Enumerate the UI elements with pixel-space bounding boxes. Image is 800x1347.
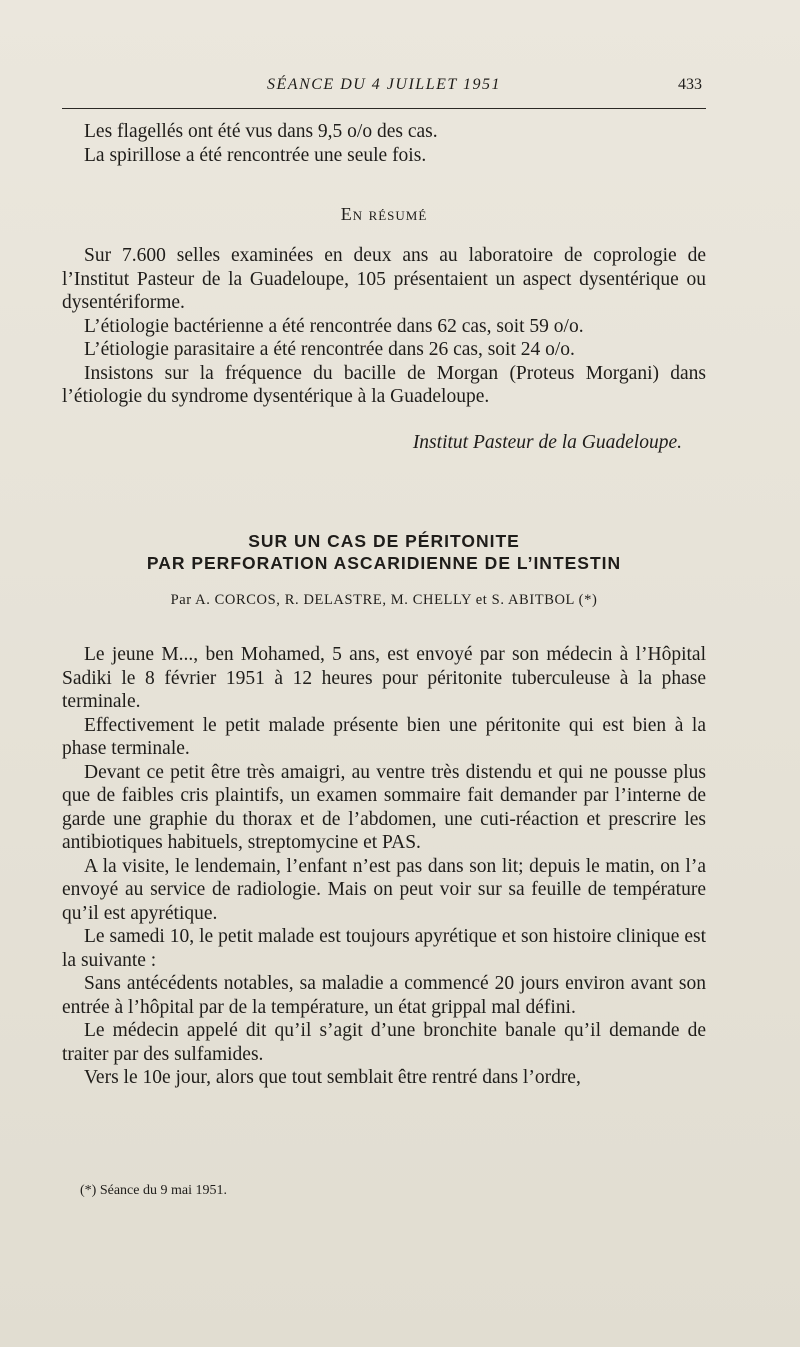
paragraph: Sur 7.600 selles examinées en deux ans au laboratoire de coprologie de l’Institut Pasteur de la Guadeloupe, 105 présentaient un aspect dysentérique ou dysentériforme. — [62, 245, 706, 313]
paragraph: Le jeune M..., ben Mohamed, 5 ans, est envoyé par son médecin à l’Hôpital Sadiki le 8 février 1951 à 12 heures pour péritonite tuberculeuse à la phase terminale. — [62, 644, 706, 712]
paragraph: Le médecin appelé dit qu’il s’agit d’une bronchite banale qu’il demande de traiter par des sulfamides. — [62, 1020, 706, 1065]
paragraph: Le samedi 10, le petit malade est toujours apyrétique et son histoire clinique est la suivante : — [62, 926, 706, 971]
institute-signature: Institut Pasteur de la Guadeloupe. — [412, 432, 682, 453]
page-number: 433 — [678, 76, 702, 93]
page-header — [62, 76, 706, 102]
summary-body — [62, 244, 706, 409]
article-title-line-1: SUR UN CAS DE PÉRITONITE — [248, 531, 520, 551]
paragraph: Effectivement le petit malade présente bien une péritonite qui est bien à la phase terminale. — [62, 714, 706, 759]
paragraph: Vers le 10e jour, alors que tout semblait être rentré dans l’ordre, — [84, 1067, 581, 1088]
paragraph: Devant ce petit être très amaigri, au ventre très distendu et qui ne pousse plus que de faibles cris plaintifs, un examen sommaire fait demander par l’interne de garde une graphie du thorax et de l’abdomen, une cuti-réaction et prescrire les antibiotiques habituels, streptomycine et PAS. — [62, 761, 706, 853]
previous-article-ending — [62, 120, 706, 167]
paragraph: A la visite, le lendemain, l’enfant n’est pas dans son lit; depuis le matin, on l’a envoyé au service de radiologie. Mais on peut voir sur sa feuille de température qu’il est apyrétique. — [62, 855, 706, 924]
paragraph: L’étiologie bactérienne a été rencontrée dans 62 cas, soit 59 o/o. — [84, 315, 584, 337]
summary-heading: En résumé — [340, 204, 428, 224]
footnote: (*) Séance du 9 mai 1951. — [80, 1183, 227, 1198]
paragraph: Les flagellés ont été vus dans 9,5 o/o des cas. — [84, 121, 438, 142]
paragraph: Insistons sur la fréquence du bacille de Morgan (Proteus Morgani) dans l’étiologie du syndrome dysentérique à la Guadeloupe. — [62, 362, 706, 407]
paragraph: Sans antécédents notables, sa maladie a commencé 20 jours environ avant son entrée à l’hôpital par de la température, un état grippal mal défini. — [62, 973, 706, 1018]
header-rule — [62, 108, 706, 109]
paragraph: La spirillose a été rencontrée une seule fois. — [84, 144, 427, 166]
article-title-line-2: PAR PERFORATION ASCARIDIENNE DE L’INTESTIN — [146, 553, 622, 573]
authors-line: Par A. CORCOS, R. DELASTRE, M. CHELLY et S. ABITBOL (*) — [170, 592, 598, 608]
paragraph: L’étiologie parasitaire a été rencontrée dans 26 cas, soit 24 o/o. — [84, 339, 575, 360]
article-title — [62, 530, 706, 574]
running-title: SÉANCE DU 4 JUILLET 1951 — [267, 76, 501, 93]
article-body — [62, 643, 706, 1090]
